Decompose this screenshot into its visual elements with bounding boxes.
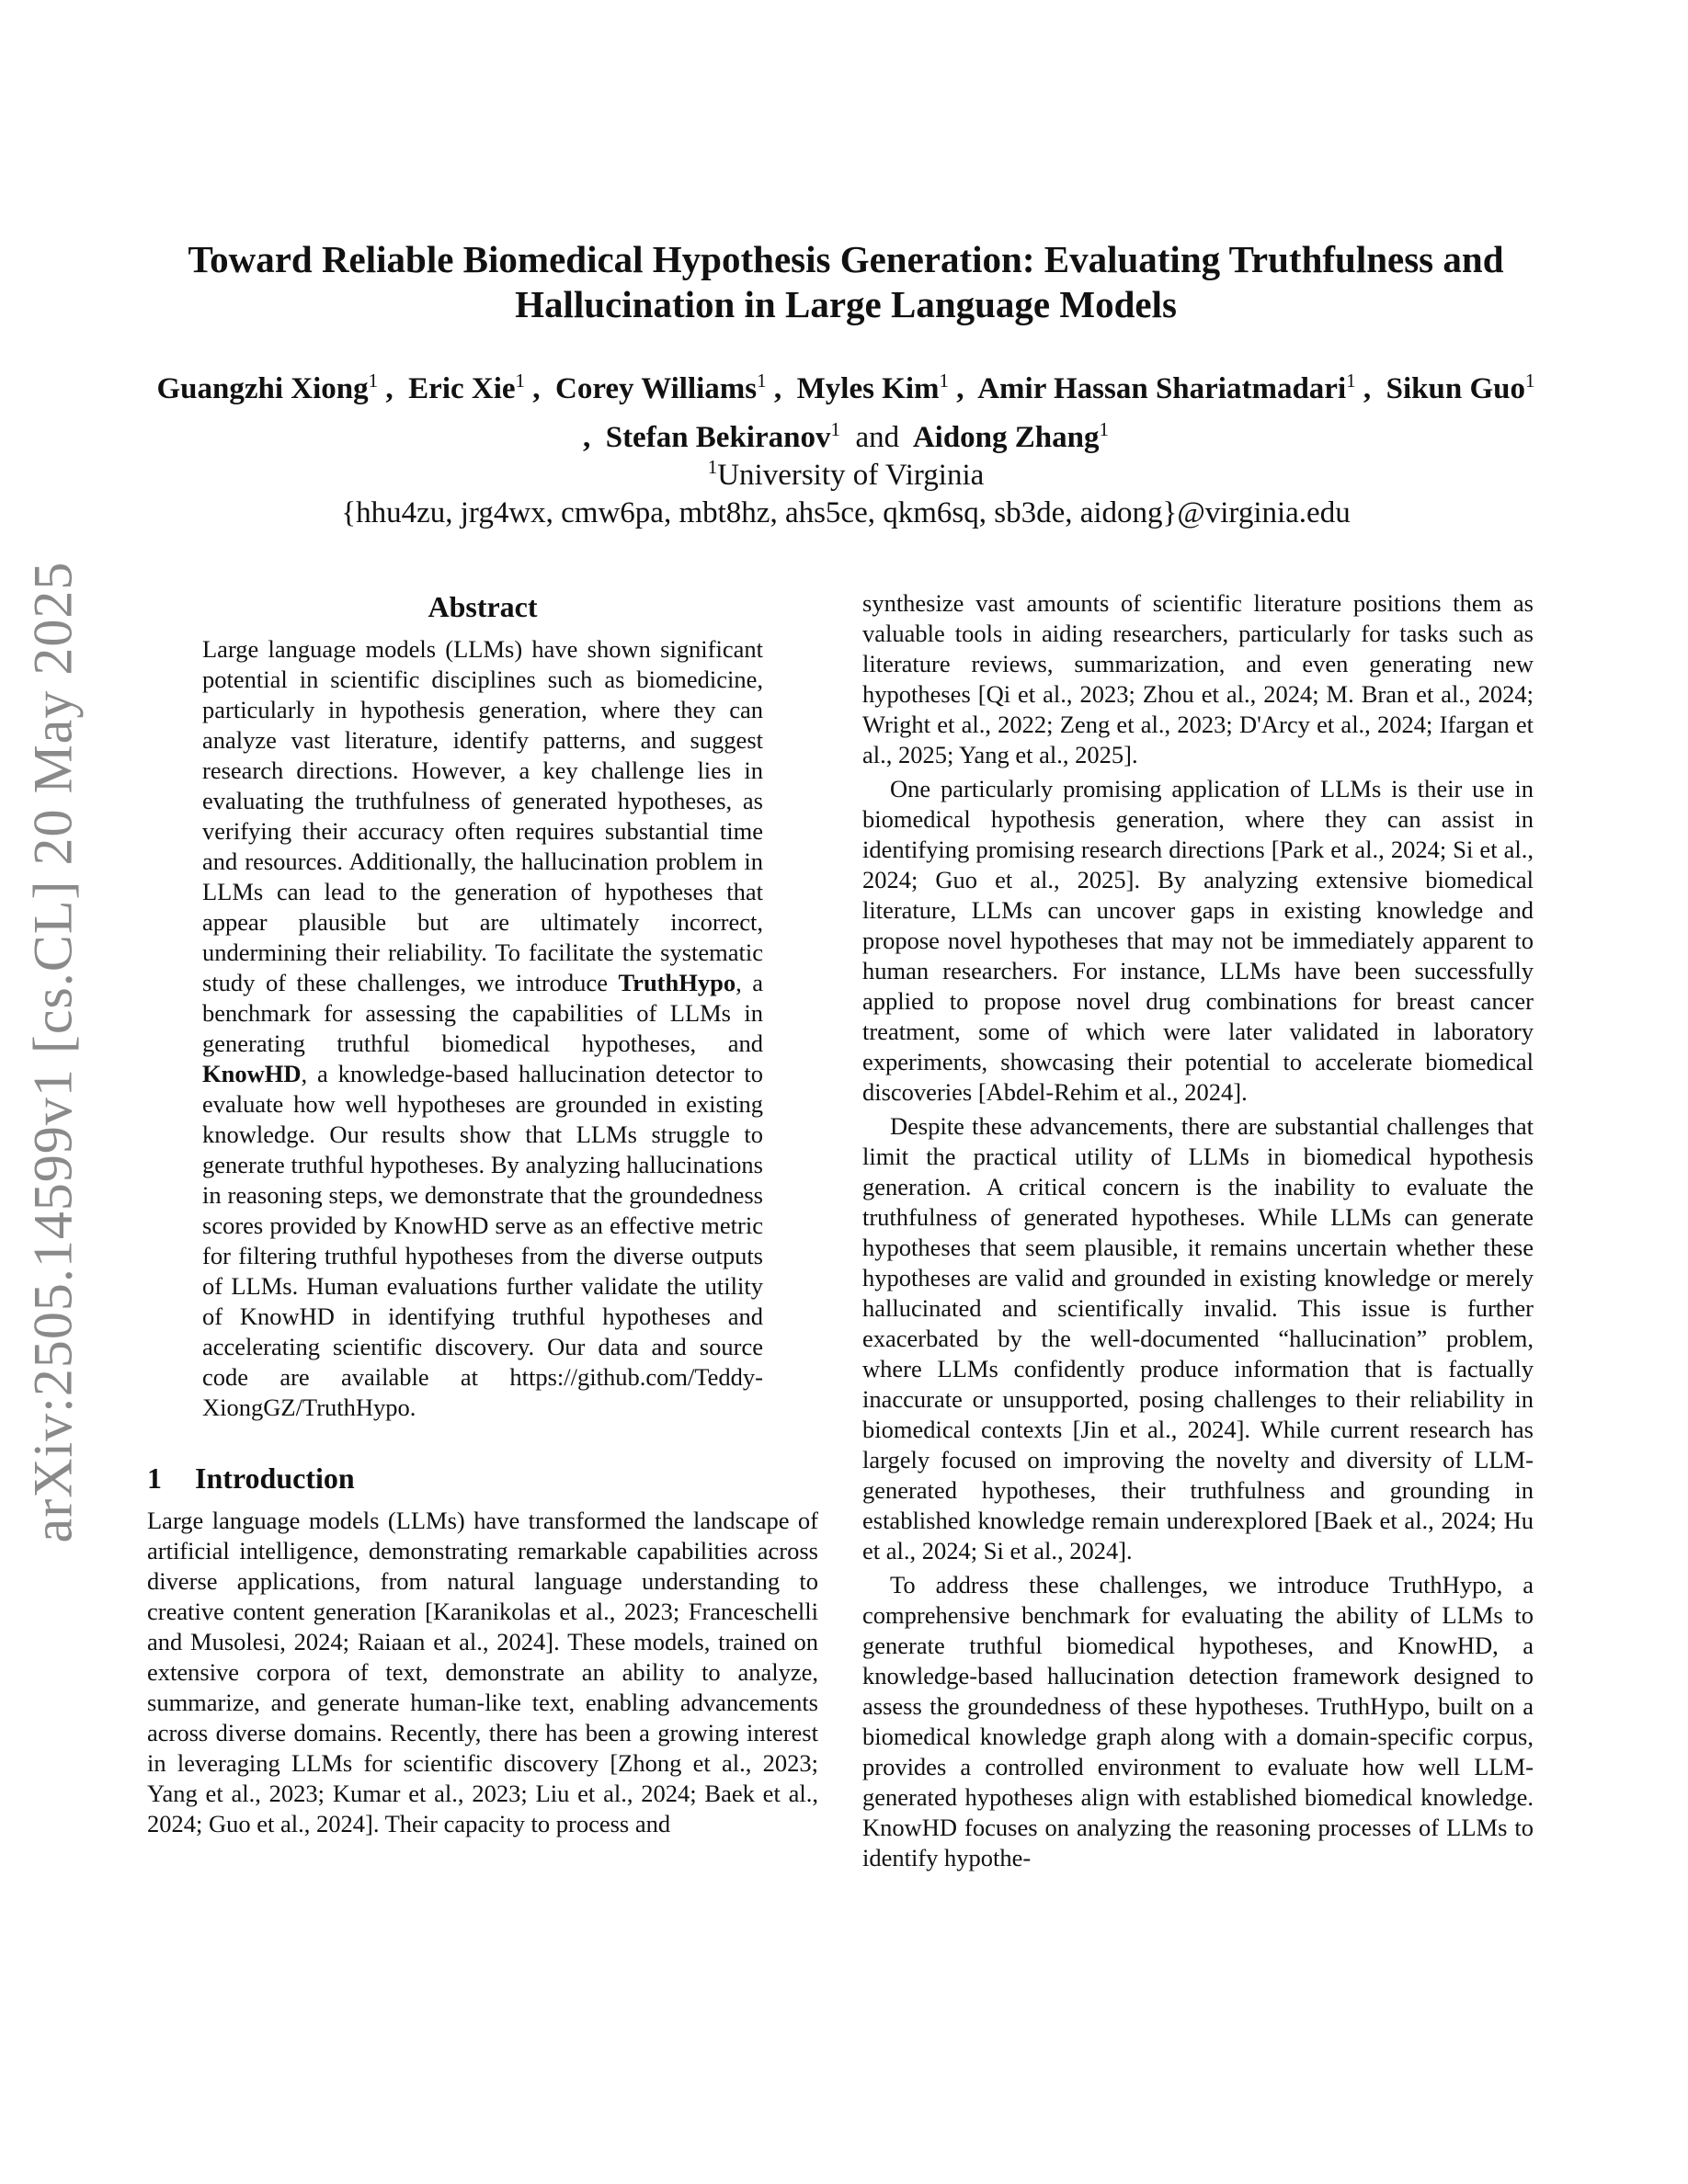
author-list: Guangzhi Xiong$^1$ , Eric Xie$^1$ , Corey Williams$^1$ , Myles Kim$^1$ , Amir Hassan Shariatmadari$^1$ , Sikun Guo$^1$ , Stefan Bekiranov$^1$ and Aidong Zhang$^1$ [156, 370, 1535, 454]
affiliation-mark: 1 [707, 456, 718, 478]
section-heading [147, 1460, 818, 1496]
author-name: Stefan Bekiranov [605, 421, 831, 454]
author-name: Guangzhi Xiong [156, 372, 369, 405]
left-column [147, 588, 818, 1839]
affiliation-mark: 1 [1524, 370, 1535, 392]
intro-paragraph-continued: synthesize vast amounts of scientific literature positions them as valuable tools in aiding researchers, particularly for tasks such as literature reviews, summarization, and even generating new hypotheses [Qi et al., 2023; Zhou et al., 2024; M. Bran et al., 2024; Wright et al., 2022; Zeng et al., 2023; D'Arcy et al., 2024; Ifargan et al., 2025; Yang et al., 2025]. [862, 589, 1534, 768]
abstract-text: Large language models (LLMs) have shown significant potential in scientific disciplines such as biomedicine, particularly in hypothesis generation, where they can analyze vast literature, identify patterns, and suggest research directions. However, a key challenge lies in evaluating the truthfulness of generated hypotheses, as verifying their accuracy often requires substantial time and resources. Additionally, the hallucination problem in LLMs can lead to the generation of hypotheses that appear plausible but are ultimately incorrect, undermining their reliability. To facilitate the systematic study of these challenges, we introduce TruthHypo, a benchmark for assessing the capabilities of LLMs in generating truthful biomedical hypotheses, and KnowHD, a knowledge-based hallucination detector to evaluate how well hypotheses are grounded in existing knowledge. Our results show that LLMs struggle to generate truthful hypotheses. By analyzing hallucinations in reasoning steps, we demonstrate that the groundedness scores provided by KnowHD serve as an effective metric for filtering truthful hypotheses from the diverse outputs of LLMs. Human evaluations further validate the utility of KnowHD in identifying truthful hypotheses and accelerating scientific discovery. Our data and source code are available at https://github.com/Teddy-XiongGZ/TruthHypo. [202, 635, 763, 1421]
intro-paragraph: One particularly promising application of LLMs is their use in biomedical hypothesis generation, where they can assist in identifying promising research directions [Park et al., 2024; Si et al., 2024; Guo et al., 2025]. By analyzing extensive biomedical literature, LLMs can uncover gaps in existing knowledge and propose novel hypotheses that may not be immediately apparent to human researchers. For instance, LLMs have been successfully applied to propose novel drug combinations for breast cancer treatment, some of which were later validated in laboratory experiments, showcasing their potential to accelerate biomedical discoveries [Abdel-Rehim et al., 2024]. [862, 775, 1534, 1106]
affiliation-name: University of Virginia [717, 459, 985, 492]
author-name: Eric Xie [408, 372, 516, 405]
intro-paragraph: To address these challenges, we introduce TruthHypo, a comprehensive benchmark for evaluating the ability of LLMs to generate truthful biomedical hypotheses, and KnowHD, a knowledge-based hallucination detection framework designed to assess the groundedness of these hypotheses. TruthHypo, built on a biomedical knowledge graph along with a domain-specific corpus, provides a controlled environment to evaluate how well LLM-generated hypotheses align with established biomedical knowledge. KnowHD focuses on analyzing the reasoning processes of LLMs to identify hypothe- [862, 1571, 1534, 1871]
detector-name: KnowHD [202, 1060, 302, 1087]
affiliation-mark: 1 [830, 418, 840, 440]
affiliation-mark: 1 [1099, 418, 1110, 440]
author-emails: {hhu4zu, jrg4wx, cmw6pa, mbt8hz, ahs5ce, qkm6sq, sb3de, aidong}@virginia.edu [341, 496, 1351, 529]
affiliation-mark: 1 [1346, 370, 1356, 392]
affiliation-mark: 1 [368, 370, 379, 392]
section-number: 1 [147, 1462, 162, 1495]
affiliation [147, 449, 1545, 494]
intro-paragraph: Large language models (LLMs) have transformed the landscape of artificial intelligence, demonstrating remarkable capabilities across diverse applications, from natural language understanding to creative content generation [Karanikolas et al., 2023; Franceschelli and Musolesi, 2024; Raiaan et al., 2024]. These models, trained on extensive corpora of text, demonstrate an ability to analyze, summarize, and generate human-like text, enabling advancements across diverse domains. Recently, there has been a growing interest in leveraging LLMs for scientific discovery [Zhong et al., 2023; Yang et al., 2023; Kumar et al., 2023; Liu et al., 2024; Baek et al., 2024; Guo et al., 2024]. Their capacity to process and [147, 1507, 818, 1837]
author-name: Myles Kim [796, 372, 940, 405]
author-name: Amir Hassan Shariatmadari [977, 372, 1347, 405]
abstract-heading: Abstract [428, 590, 538, 623]
paper-title: Toward Reliable Biomedical Hypothesis Generation: Evaluating Truthfulness and Hallucination in Large Language Models [188, 238, 1504, 325]
author-name: Corey Williams [555, 372, 758, 405]
author-name: Sikun Guo [1386, 372, 1525, 405]
affiliation-mark: 1 [757, 370, 767, 392]
arxiv-side-stamp [7, 561, 99, 1542]
benchmark-name: TruthHypo [618, 969, 736, 996]
author-conjunction: and [855, 421, 900, 454]
affiliation-mark: 1 [939, 370, 950, 392]
author-name: Aidong Zhang [912, 421, 1100, 454]
intro-paragraph: Despite these advancements, there are substantial challenges that limit the practical utility of LLMs in biomedical hypothesis generation. A critical concern is the inability to evaluate the truthfulness of generated hypotheses. While LLMs can generate hypotheses that seem plausible, it remains uncertain whether these hypotheses are valid and grounded in existing knowledge or merely hallucinated and scientifically invalid. This issue is further exacerbated by the well-documented “hallucination” problem, where LLMs confidently produce information that is factually inaccurate or unsupported, posing challenges to their reliability in biomedical contexts [Jin et al., 2024]. While current research has largely focused on improving the novelty and diversity of LLM-generated hypotheses, their truthfulness and grounding in established knowledge remain underexplored [Baek et al., 2024; Hu et al., 2024; Si et al., 2024]. [862, 1112, 1534, 1564]
arxiv-identifier: arXiv:2505.14599v1 [cs.CL] 20 May 2025 [22, 561, 84, 1542]
right-column [862, 588, 1534, 1873]
section-title: Introduction [195, 1462, 355, 1495]
affiliation-mark: 1 [515, 370, 526, 392]
